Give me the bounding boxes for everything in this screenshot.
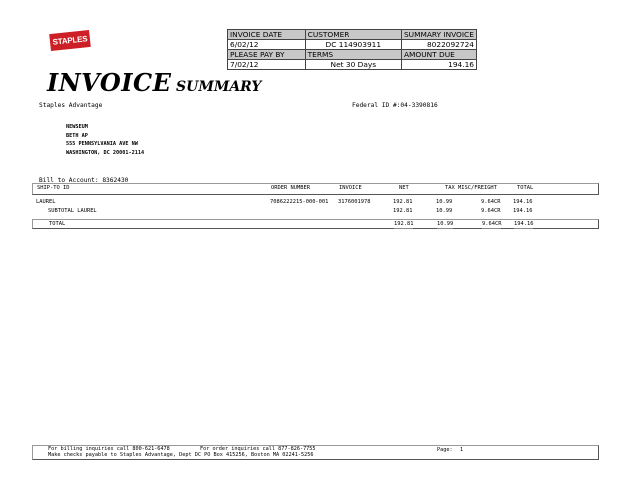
address-line: 555 PENNSYLVANIA AVE NW bbox=[66, 141, 138, 147]
address-line: BETH AP bbox=[66, 132, 88, 139]
billing-inquiries: For billing inquiries call 800-621-6478 bbox=[48, 446, 170, 452]
page-number: 1 bbox=[460, 447, 464, 453]
invoice-number: 3176001978 bbox=[338, 199, 371, 205]
col-header-invoice: INVOICE bbox=[339, 185, 362, 191]
summary-invoice-label: SUMMARY INVOICE bbox=[401, 30, 476, 40]
tax-amount: 10.99 bbox=[436, 199, 453, 205]
col-header-net: NET bbox=[399, 185, 409, 191]
page-label: Page: bbox=[437, 447, 453, 453]
summary-invoice-value: 8022092724 bbox=[401, 40, 476, 50]
table-row-subtotal bbox=[32, 207, 599, 216]
address-line: WASHINGTON, DC 20001-2114 bbox=[66, 149, 145, 156]
invoice-date-label: INVOICE DATE bbox=[228, 30, 306, 40]
tax-total: 10.99 bbox=[437, 221, 454, 227]
total-label: TOTAL bbox=[49, 221, 66, 227]
invoice-header-table bbox=[227, 29, 477, 70]
please-pay-by-label: PLEASE PAY BY bbox=[228, 50, 306, 60]
table-row bbox=[32, 198, 599, 207]
payment-instructions: Make checks payable to Staples Advantage, Dept DC PO Box 415256, Boston MA 02241-5256 bbox=[48, 452, 314, 458]
staples-logo: STAPLES bbox=[49, 30, 91, 51]
federal-id: Federal ID #:04-3390816 bbox=[352, 102, 438, 109]
net-amount: 192.81 bbox=[393, 208, 413, 214]
vendor-name: Staples Advantage bbox=[39, 102, 103, 109]
col-header-order-number: ORDER NUMBER bbox=[271, 185, 310, 191]
customer-value: DC 114903911 bbox=[305, 40, 401, 50]
footer-box bbox=[32, 445, 599, 460]
amount-due-label: AMOUNT DUE bbox=[401, 50, 476, 60]
terms-value: Net 30 Days bbox=[305, 60, 401, 70]
total-amount: 194.16 bbox=[513, 208, 533, 214]
terms-label: TERMS bbox=[305, 50, 401, 60]
net-total: 192.81 bbox=[394, 221, 414, 227]
col-header-ship-to-id: SHIP-TO ID bbox=[37, 185, 70, 191]
order-inquiries: For order inquiries call 877-826-7755 bbox=[200, 446, 316, 452]
ship-to-id: LAUREL bbox=[36, 199, 56, 205]
please-pay-by-value: 7/02/12 bbox=[228, 60, 306, 70]
customer-label: CUSTOMER bbox=[305, 30, 401, 40]
misc-freight-amount: 9.64CR bbox=[481, 199, 501, 205]
subtotal-label: SUBTOTAL LAUREL bbox=[48, 208, 97, 214]
table-total-row bbox=[32, 219, 599, 229]
net-amount: 192.81 bbox=[393, 199, 413, 205]
order-number: 7086222215-000-001 bbox=[270, 199, 329, 205]
amount-due-value: 194.16 bbox=[401, 60, 476, 70]
page-title: INVOICE bbox=[47, 68, 172, 97]
tax-amount: 10.99 bbox=[436, 208, 453, 214]
invoice-date-value: 6/02/12 bbox=[228, 40, 306, 50]
address-line: NEWSEUM bbox=[66, 124, 88, 130]
misc-freight-total: 9.64CR bbox=[482, 221, 502, 227]
col-header-tax-misc: TAX MISC/FREIGHT bbox=[445, 185, 497, 191]
grand-total: 194.16 bbox=[514, 221, 534, 227]
page-subtitle: SUMMARY bbox=[176, 79, 262, 95]
col-header-total: TOTAL bbox=[517, 185, 534, 191]
total-amount: 194.16 bbox=[513, 199, 533, 205]
ship-address bbox=[66, 123, 144, 157]
misc-freight-amount: 9.64CR bbox=[481, 208, 501, 214]
table-header bbox=[32, 183, 599, 195]
bill-to-account: Bill to Account: 8362430 bbox=[39, 177, 129, 184]
